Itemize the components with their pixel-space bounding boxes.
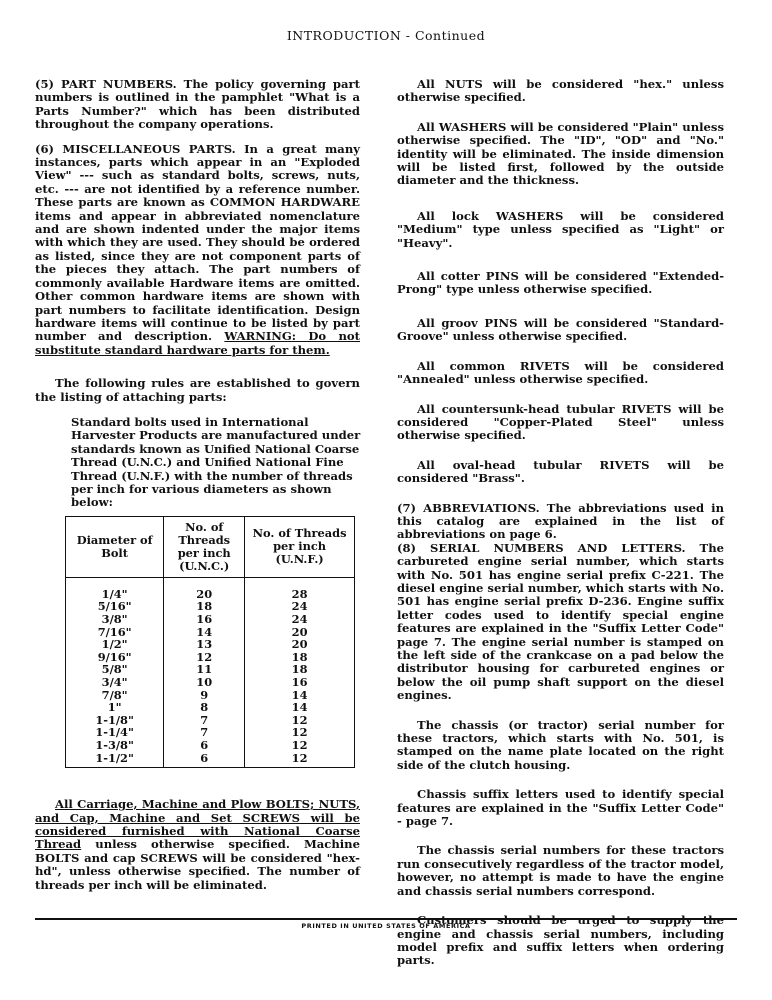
unc-cell: 20 <box>164 577 245 600</box>
unf-cell: 20 <box>245 638 355 651</box>
left-column <box>35 78 360 892</box>
unf-cell: 12 <box>245 726 355 739</box>
unf-cell: 14 <box>245 701 355 714</box>
unc-cell: 8 <box>164 701 245 714</box>
unf-cell: 28 <box>245 577 355 600</box>
diameter-cell: 3/8" <box>66 613 164 626</box>
diameter-cell: 1-1/8" <box>66 714 164 727</box>
right-column <box>397 78 724 968</box>
unc-cell: 9 <box>164 689 245 702</box>
unc-cell: 7 <box>164 714 245 727</box>
unc-cell: 11 <box>164 663 245 676</box>
table-row <box>66 676 355 689</box>
diameter-cell: 5/8" <box>66 663 164 676</box>
part-numbers-paragraph: (5) PART NUMBERS. The policy governing part numbers is outlined in the pamphlet "What is a Parts Number?" which has been distributed throughout the company operations. <box>35 77 360 132</box>
standard-bolts-paragraph: Standard bolts used in International Harvester Products are manufactured under standards known as Unified National Coarse Thread (U.N.C.) and Unified National Fine Thread (U.N.F.) with the number of threads per inch for various diameters as shown below: <box>71 414 361 510</box>
unf-cell: 18 <box>245 651 355 664</box>
warning-text: WARNING: Do not substitute standard hardware parts for them. <box>35 329 360 357</box>
diameter-cell: 1-1/2" <box>66 752 164 768</box>
unf-cell: 24 <box>245 613 355 626</box>
unf-cell: 12 <box>245 752 355 768</box>
thread-table-header: Diameter of Bolt <box>66 516 164 577</box>
serial-numbers-paragraph: (8) SERIAL NUMBERS AND LETTERS. The carbureted engine serial number, which starts with No. 501 has engine serial prefix C-221. The diesel engine serial number, which starts with No. 501 has engine serial prefix D-236. Engine suffix letter codes used to identify special engine features are explained in the "Suffix Letter Code" page 7. The engine serial number is stamped on the left side of the crankcase on a pad below the distributor housing for carbureted engines or below the oil pump shaft support on the diesel engines. <box>397 540 724 703</box>
unf-cell: 12 <box>245 714 355 727</box>
thread-table-header: No. of Threads per inch (U.N.F.) <box>245 516 355 577</box>
groov-pins-paragraph: All groov PINS will be considered "Standard-Groove" unless otherwise specified. <box>397 315 724 344</box>
common-rivets-paragraph: All common RIVETS will be considered "Annealed" unless otherwise specified. <box>397 358 724 387</box>
diameter-cell: 3/4" <box>66 676 164 689</box>
countersunk-rivets-paragraph: All countersunk-head tubular RIVETS will be considered "Copper-Plated Steel" unless otherwise specified. <box>397 401 724 443</box>
washers-paragraph: All WASHERS will be considered "Plain" unless otherwise specified. The "ID", "OD" and "No." identity will be eliminated. The inside dimension will be listed first, followed by the outside diameter and the thickness. <box>397 119 724 188</box>
chassis-serial-paragraph: The chassis (or tractor) serial number for these tractors, which starts with No. 501, is stamped on the name plate located on the right side of the clutch housing. <box>397 717 724 772</box>
table-row <box>66 638 355 651</box>
unf-cell: 12 <box>245 739 355 752</box>
bolts-screws-paragraph <box>35 798 360 892</box>
diameter-cell: 7/16" <box>66 626 164 639</box>
table-row <box>66 752 355 768</box>
printed-in-footer: PRINTED IN UNITED STATES OF AMERICA <box>301 922 471 930</box>
unc-cell: 6 <box>164 752 245 768</box>
unc-cell: 18 <box>164 600 245 613</box>
unf-cell: 24 <box>245 600 355 613</box>
chassis-suffix-paragraph: Chassis suffix letters used to identify special features are explained in the "Suffix Letter Code" - page 7. <box>397 787 724 829</box>
misc-parts-paragraph <box>35 143 360 358</box>
misc-parts-text: (6) MISCELLANEOUS PARTS. In a great many instances, parts which appear in an "Exploded View" --- such as standard bolts, screws, nuts, etc. --- are not identified by a reference number. These parts are known as COMMON HARDWARE items and appear in abbreviated nomenclature and are shown indented under the major items with which they are used. They should be ordered as listed, since they are not component parts of the pieces they attach. The part numbers of commonly available Hardware items are omitted. Other common hardware items are shown with part numbers to facilitate identification. Design hardware items will continue to be listed by part number and description. <box>35 141 360 344</box>
unc-cell: 16 <box>164 613 245 626</box>
cotter-pins-paragraph: All cotter PINS will be considered "Extended-Prong" type unless otherwise specified. <box>397 269 724 297</box>
table-row <box>66 701 355 714</box>
diameter-cell: 5/16" <box>66 600 164 613</box>
standard-bolts-block <box>71 416 361 768</box>
unc-cell: 14 <box>164 626 245 639</box>
unc-cell: 7 <box>164 726 245 739</box>
unf-cell: 16 <box>245 676 355 689</box>
diameter-cell: 1" <box>66 701 164 714</box>
lock-washers-paragraph: All lock WASHERS will be considered "Medium" type unless specified as "Light" or "Heavy". <box>397 208 724 250</box>
unc-cell: 13 <box>164 638 245 651</box>
thread-table-header: No. of Threads per inch (U.N.C.) <box>164 516 245 577</box>
bolts-screws-underlined: All Carriage, Machine and Plow BOLTS; NUTS, and Cap, Machine and Set SCREWS will be considered furnished with National Coarse Thread <box>35 797 360 852</box>
diameter-cell: 7/8" <box>66 689 164 702</box>
table-row <box>66 739 355 752</box>
diameter-cell: 1/4" <box>66 577 164 600</box>
abbreviations-paragraph: (7) ABBREVIATIONS. The abbreviations used in this catalog are explained in the list of abbreviations on page 6. <box>397 500 724 542</box>
page-header: INTRODUCTION - Continued <box>286 28 486 43</box>
rules-intro-paragraph: The following rules are established to govern the listing of attaching parts: <box>35 376 360 404</box>
customers-urged-paragraph: Customers should be urged to supply the engine and chassis serial numbers, including model prefix and suffix letters when ordering parts. <box>397 913 724 968</box>
diameter-cell: 9/16" <box>66 651 164 664</box>
diameter-cell: 1-1/4" <box>66 726 164 739</box>
oval-rivets-paragraph: All oval-head tubular RIVETS will be considered "Brass". <box>397 457 724 486</box>
thread-table <box>65 516 355 768</box>
serial-consecutive-paragraph: The chassis serial numbers for these tractors run consecutively regardless of the tractor model, however, no attempt is made to have the engine and chassis serial numbers correspond. <box>397 843 724 898</box>
unf-cell: 18 <box>245 663 355 676</box>
table-row <box>66 613 355 626</box>
unc-cell: 10 <box>164 676 245 689</box>
unc-cell: 6 <box>164 739 245 752</box>
unf-cell: 20 <box>245 626 355 639</box>
nuts-paragraph: All NUTS will be considered "hex." unless otherwise specified. <box>397 77 724 105</box>
unf-cell: 14 <box>245 689 355 702</box>
bolts-screws-rest: unless otherwise specified. Machine BOLTS and cap SCREWS will be considered "hex-hd", unless otherwise specified. The number of threads per inch will be eliminated. <box>35 837 360 892</box>
table-row <box>66 577 355 600</box>
diameter-cell: 1/2" <box>66 638 164 651</box>
diameter-cell: 1-3/8" <box>66 739 164 752</box>
footer-rule <box>35 918 737 920</box>
unc-cell: 12 <box>164 651 245 664</box>
